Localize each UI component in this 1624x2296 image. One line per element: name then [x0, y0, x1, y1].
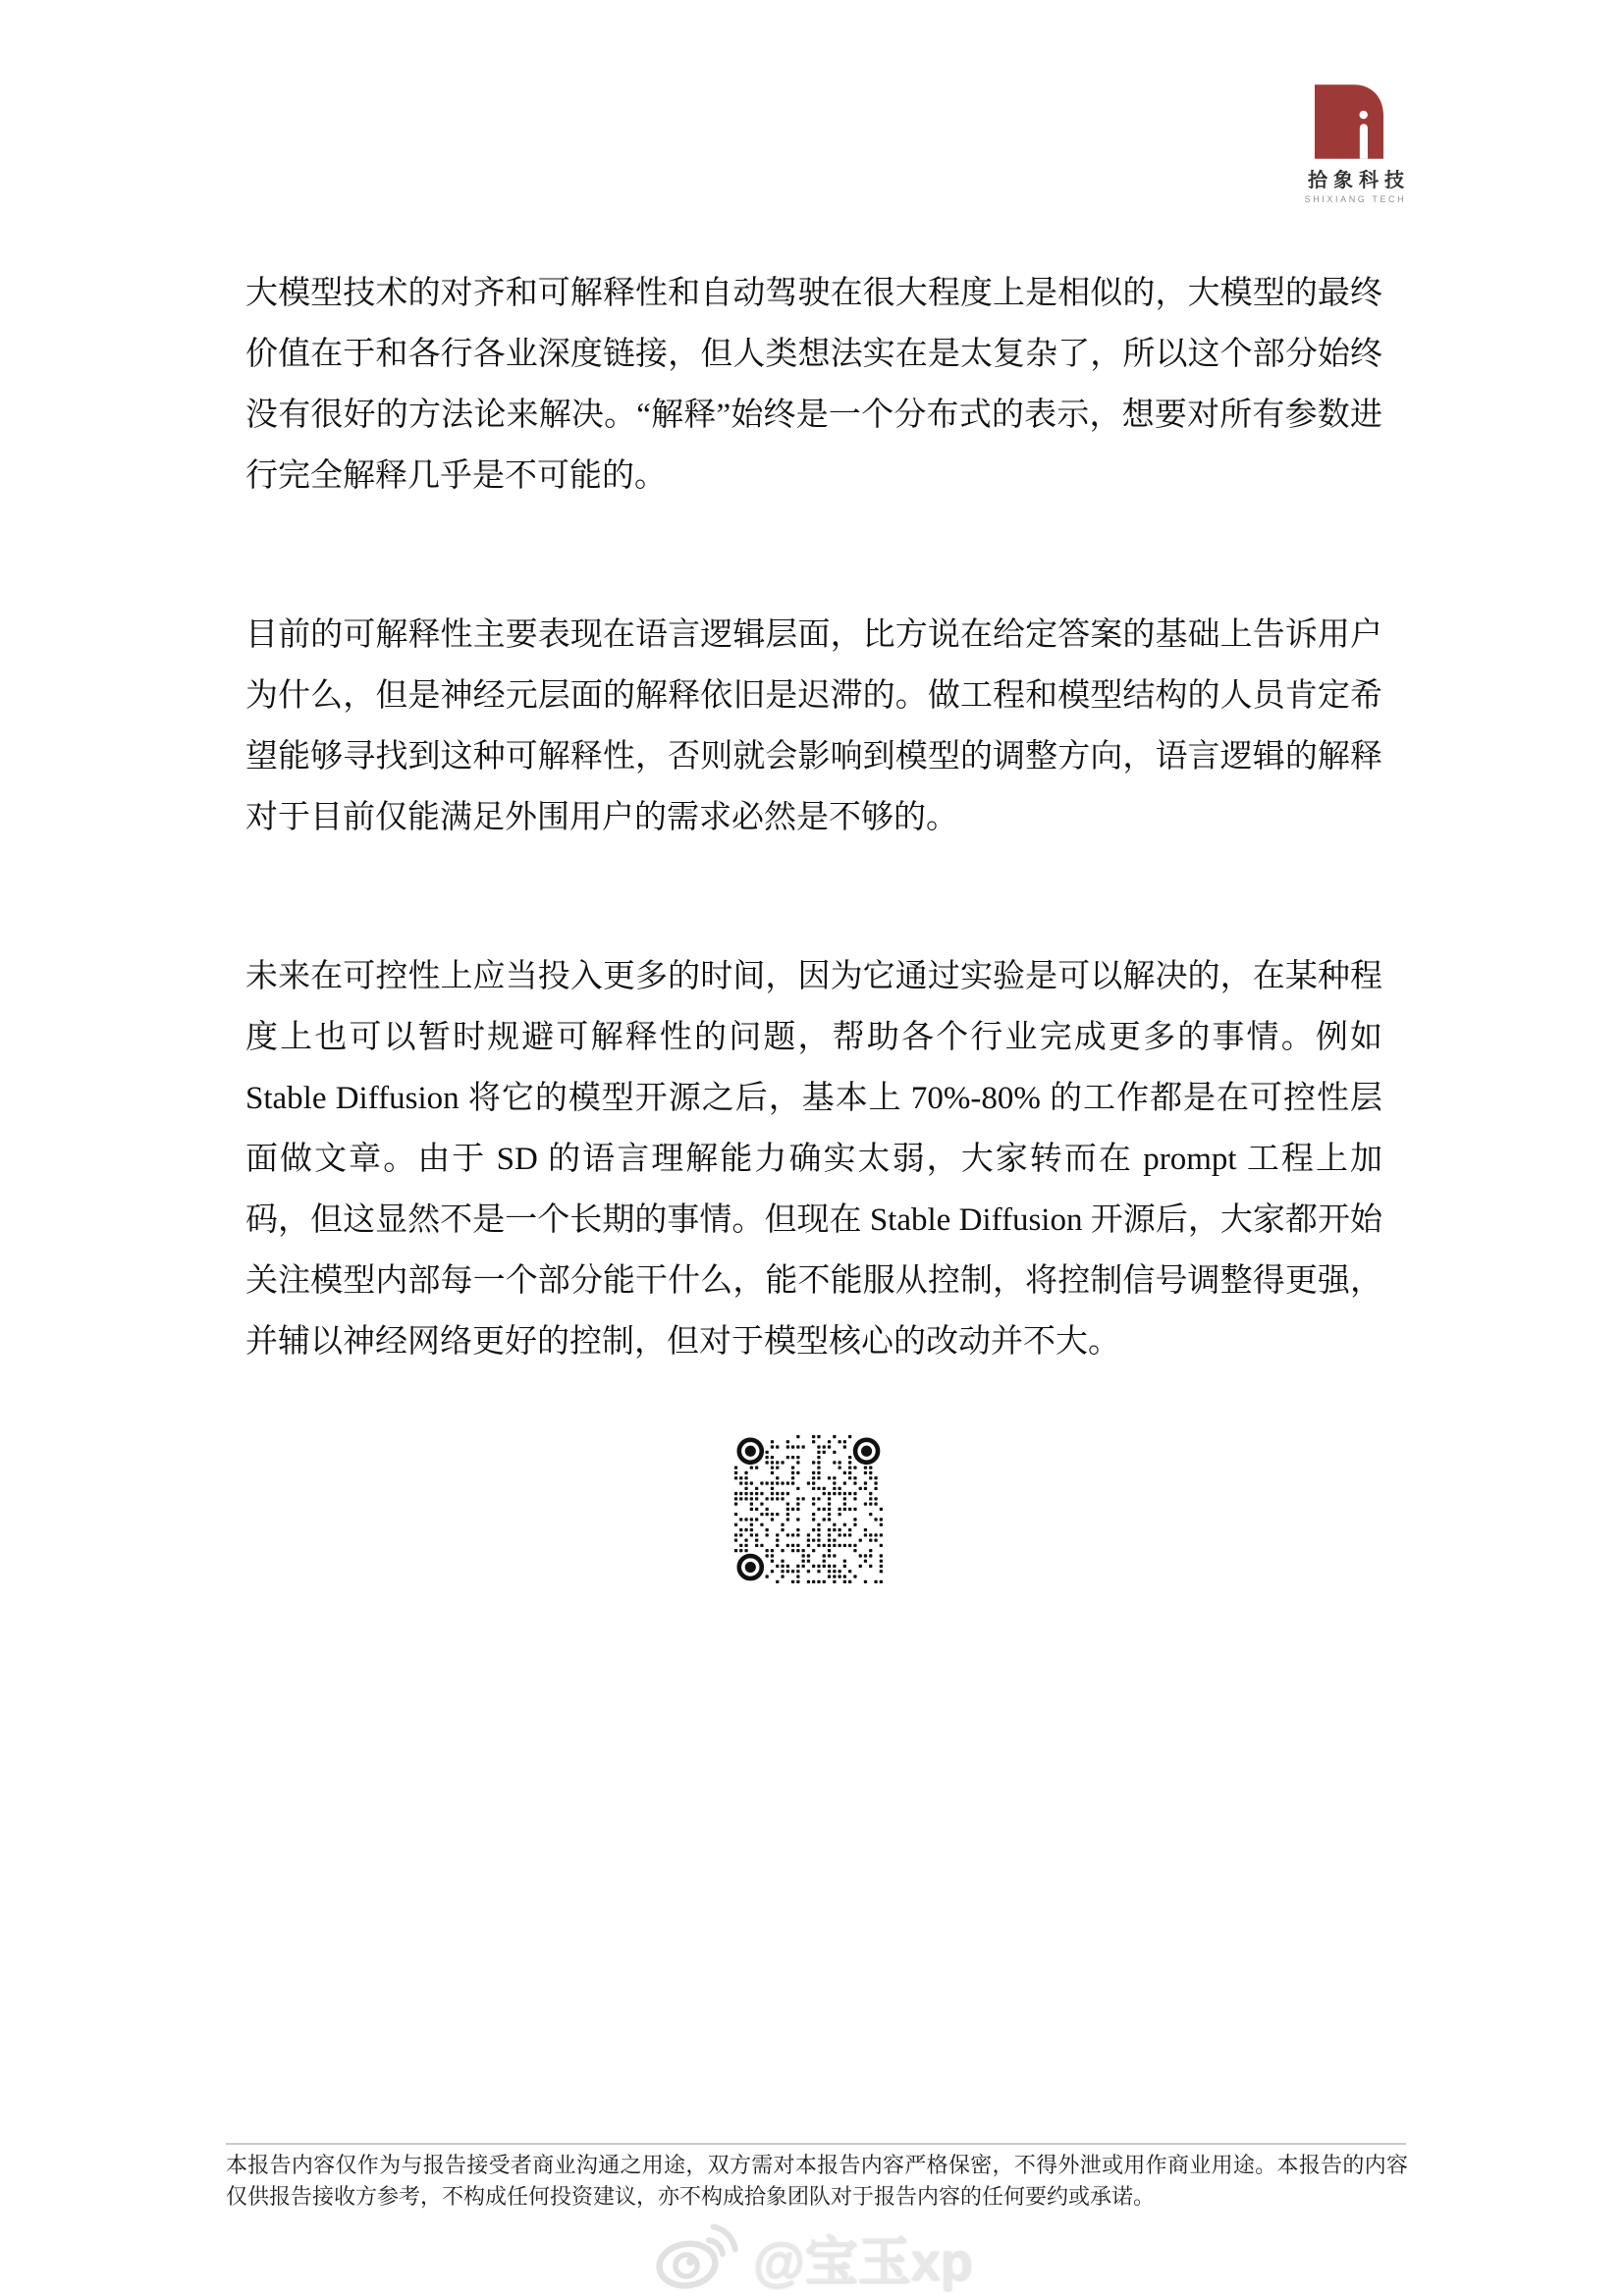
company-name-en: SHIXIANG TECH — [1304, 194, 1407, 204]
elephant-logo-icon — [1302, 84, 1396, 159]
qr-code — [732, 1433, 888, 1588]
company-name-zh: 拾象科技 — [1308, 170, 1410, 191]
watermark-text: @宝玉xp — [753, 2232, 973, 2291]
paragraph-2: 目前的可解释性主要表现在语言逻辑层面，比方说在给定答案的基础上告诉用户为什么，但是神经元层面的解释依旧是迟滞的。做工程和模型结构的人员肯定希望能够寻找到这种可解释性，否则就会影响到模型的调整方向，语言逻辑的解释对于目前仅能满足外围用户的需求必然是不够的。 — [245, 617, 1382, 835]
weibo-icon — [651, 2218, 741, 2296]
footer-disclaimer: 本报告内容仅作为与报告接受者商业沟通之用途，双方需对本报告内容严格保密，不得外泄或用作商业用途。本报告的内容仅供报告接收方参考，不构成任何投资建议，亦不构成拾象团队对于报告内容的任何要约或承诺。 — [226, 2153, 1408, 2209]
company-logo — [1302, 84, 1410, 204]
footer-divider — [226, 2143, 1406, 2145]
weibo-watermark — [651, 2218, 973, 2296]
paragraph-3: 未来在可控性上应当投入更多的时间，因为它通过实验是可以解决的，在某种程度上也可以暂时规避可解释性的问题，帮助各个行业完成更多的事情。例如 Stable Diffusion 将它的模型开源之后，基本上 70%-80% 的工作都是在可控性层面做文章。由于 SD 的语言理解能力确实太弱，大家转而在 prompt 工程上加码，但这显然不是一个长期的事情。但现在 Stable Diffusion 开源后，大家都开始关注模型内部每一个部分能干什么，能不能服从控制，将控制信号调整得更强，并辅以神经网络更好的控制，但对于模型核心的改动并不大。 — [245, 959, 1382, 1360]
paragraph-1: 大模型技术的对齐和可解释性和自动驾驶在很大程度上是相似的，大模型的最终价值在于和各行各业深度链接，但人类想法实在是太复杂了，所以这个部分始终没有很好的方法论来解决。“解释”始终是一个分布式的表示，想要对所有参数进行完全解释几乎是不可能的。 — [245, 276, 1382, 494]
document-body — [245, 263, 1382, 1470]
